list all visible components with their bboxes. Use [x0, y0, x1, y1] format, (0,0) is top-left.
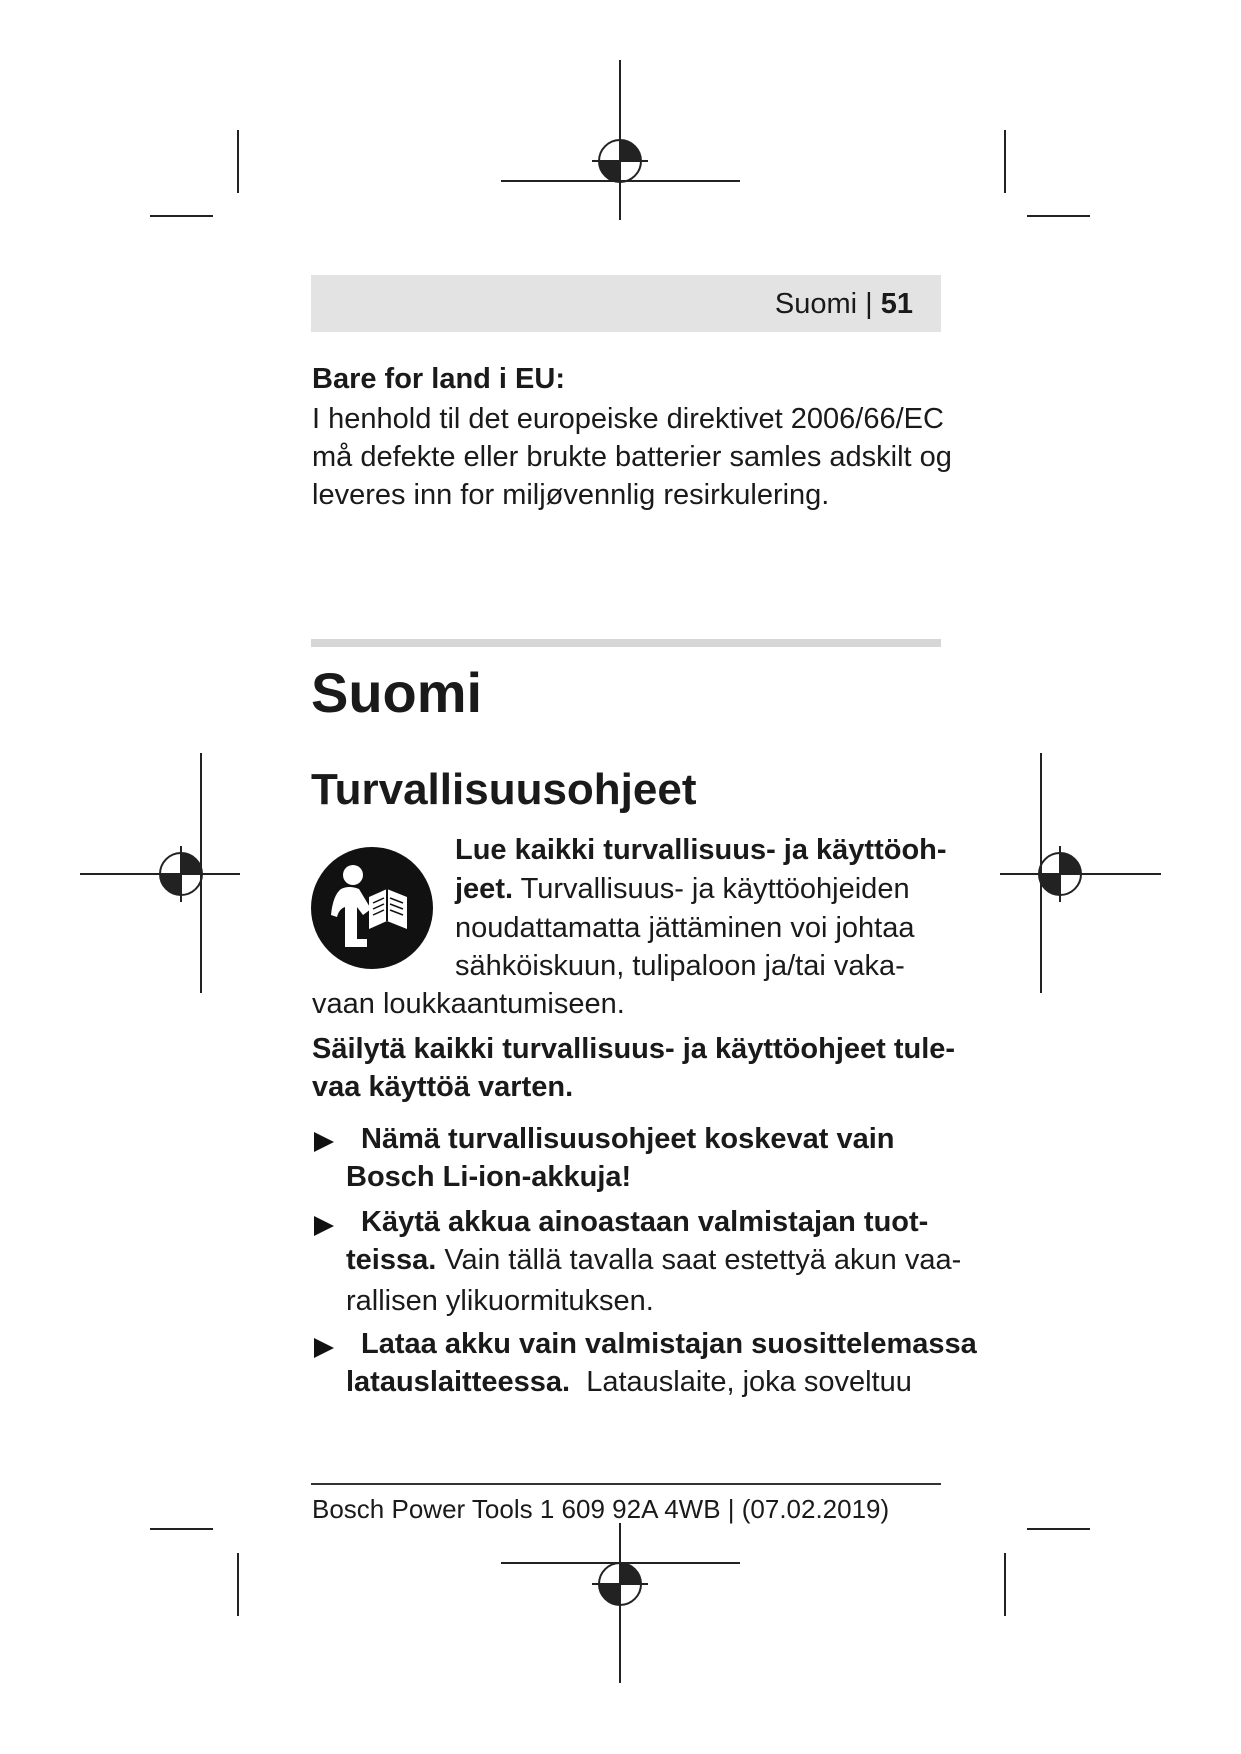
page-header — [311, 275, 941, 332]
bullet-2-line-2-rest: Vain tällä tavalla saat estettyä akun vaa- — [436, 1244, 962, 1276]
registration-mark-icon — [592, 140, 648, 182]
footer-text: Bosch Power Tools 1 609 92A 4WB | (07.02.2019) — [312, 1494, 890, 1524]
keep-line-1: Säilytä kaikki turvallisuus- ja käyttöohjeet tule- — [312, 1033, 956, 1065]
triangle-bullet-icon — [313, 1215, 335, 1237]
intro-line-2-rest: Turvallisuus- ja käyttöohjeiden — [513, 873, 910, 905]
intro-line-1: Lue kaikki turvallisuus- ja käyttöoh- — [455, 834, 947, 866]
bullet-2-line-3: rallisen ylikuormituksen. — [346, 1285, 654, 1317]
triangle-bullet-icon — [313, 1131, 335, 1153]
footer-rule — [311, 1483, 941, 1485]
eu-line-3: leveres inn for miljøvennlig resirkulering. — [312, 479, 830, 511]
intro-line-4: sähköiskuun, tulipaloon ja/tai vaka- — [455, 950, 905, 982]
bullet-1-line-2: Bosch Li-ion-akkuja! — [346, 1161, 632, 1193]
header-separator: | — [865, 288, 873, 320]
registration-mark-icon — [1039, 846, 1081, 902]
bullet-3-line-1: Lataa akku vain valmistajan suosittelemassa — [361, 1328, 977, 1360]
bullet-3-line-2-bold: latauslaitteessa. — [346, 1366, 571, 1398]
bullet-3-line-2 — [346, 1363, 912, 1401]
intro-line-2 — [455, 870, 910, 908]
subsection-title: Turvallisuusohjeet — [311, 765, 697, 814]
eu-line-1: I henhold til det europeiske direktivet 2006/66/EC — [312, 403, 944, 435]
triangle-bullet-icon — [313, 1337, 335, 1359]
bullet-2-line-2-bold: teissa. — [346, 1244, 437, 1276]
page-number: 51 — [880, 288, 913, 320]
intro-line-2-bold: jeet. — [455, 873, 514, 905]
bullet-1-line-1: Nämä turvallisuusohjeet koskevat vain — [361, 1123, 895, 1155]
section-title: Suomi — [311, 661, 483, 724]
header-section: Suomi — [774, 288, 858, 320]
intro-line-3: noudattamatta jättäminen voi johtaa — [455, 912, 915, 944]
eu-line-2: må defekte eller brukte batterier samles adskilt og — [312, 441, 952, 473]
keep-line-2: vaa käyttöä varten. — [312, 1071, 574, 1103]
registration-mark-icon — [160, 846, 202, 902]
bullet-2-line-1: Käytä akkua ainoastaan valmistajan tuot- — [361, 1206, 929, 1238]
bullet-3-line-2-rest: Latauslaite, joka soveltuu — [570, 1366, 912, 1398]
eu-title: Bare for land i EU: — [312, 363, 565, 395]
header-label — [775, 288, 913, 320]
section-divider — [311, 639, 941, 647]
registration-mark-icon — [592, 1563, 648, 1605]
intro-line-5: vaan loukkaantumiseen. — [312, 988, 625, 1020]
bullet-2-line-2 — [346, 1241, 961, 1279]
read-manual-icon — [311, 847, 433, 969]
